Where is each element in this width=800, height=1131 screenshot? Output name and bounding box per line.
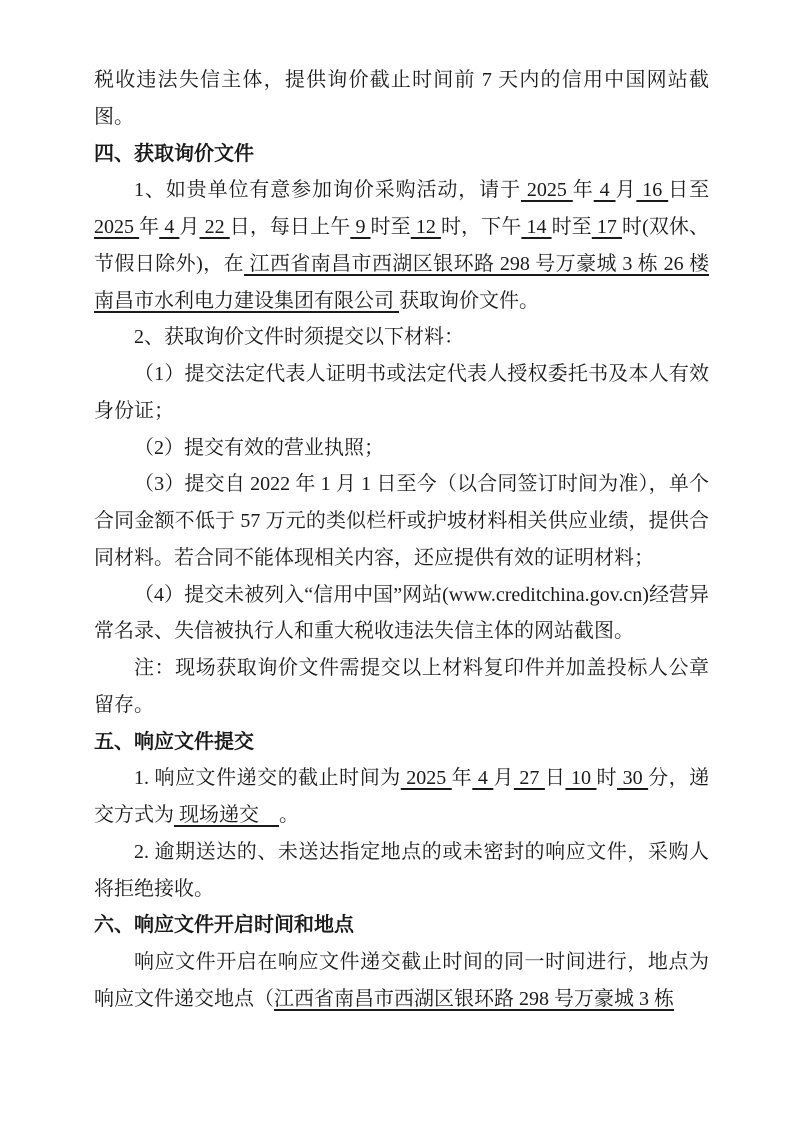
section-heading-4-obtain-inquiry-documents xyxy=(94,136,709,173)
section-heading-5-response-document-submission xyxy=(94,724,709,761)
text-run: 月 xyxy=(615,179,637,202)
text-run: 时，下午 xyxy=(440,216,522,238)
text-run: 五、响应文件提交 xyxy=(94,730,254,753)
underlined-text-run: 4 xyxy=(472,767,494,790)
paragraph-4-1-obtain-time-place xyxy=(94,172,709,319)
text-run: 六、响应文件开启时间和地点 xyxy=(94,914,354,937)
text-run: 。 xyxy=(279,804,299,826)
underlined-text-run: 12 xyxy=(410,216,441,238)
text-run: 日，每日上午 xyxy=(229,216,351,238)
text-run: （2）提交有效的营业执照； xyxy=(134,436,384,459)
underlined-text-run: 江西省南昌市西湖区银环路 298 号万豪城 3 栋 26 楼南昌市水利电力建设集团有限公司 xyxy=(94,252,709,312)
underlined-text-run: 2025 xyxy=(94,216,140,238)
text-run: 四、获取询价文件 xyxy=(94,142,254,165)
paragraph-4-note-copies-with-seal xyxy=(94,650,709,724)
section-heading-6-opening-time-place xyxy=(94,907,709,944)
underlined-text-run: 17 xyxy=(591,216,622,238)
paragraph-4-2-item-4-credit-china xyxy=(94,577,709,651)
text-run: 日至 xyxy=(668,179,710,202)
underlined-text-run: 10 xyxy=(565,767,597,790)
paragraph-5-2-rejection-conditions xyxy=(94,834,709,908)
underlined-text-run: 9 xyxy=(350,216,371,238)
text-run: 税收违法失信主体，提供询价截止时间前 7 天内的信用中国网站截图。 xyxy=(94,69,709,128)
text-run: 1. 响应文件递交的截止时间为 xyxy=(134,767,401,790)
text-run: 响应文件开启在响应文件递交截止时间的同一时间进行，地点为响应文件递交地点（ xyxy=(94,951,709,1010)
paragraph-5-1-submission-deadline xyxy=(94,760,709,834)
underlined-text-run: 27 xyxy=(513,767,545,790)
underlined-text-run: 16 xyxy=(636,179,669,202)
text-run: 月 xyxy=(179,216,200,238)
underlined-text-run: 现场递交 xyxy=(174,804,279,826)
text-run: 时至 xyxy=(370,216,411,238)
text-run: 月 xyxy=(493,767,514,790)
text-run: 年 xyxy=(139,216,160,238)
text-run: 分，递交方式为 xyxy=(94,767,710,826)
text-run: 时(双休、节假日除外)，在 xyxy=(94,216,710,275)
paragraph-6-opening-details xyxy=(94,944,709,1018)
underlined-text-run: 4 xyxy=(593,179,616,202)
text-run: （3）提交自 2022 年 1 月 1 日至今（以合同签订时间为准），单个合同金额不低于 57 万元的类似栏杆或护坡材料相关供应业绩，提供合同材料。若合同不能体现相关内容，还应提供有效的证明材料； xyxy=(94,473,709,569)
paragraph-4-2-required-materials xyxy=(94,319,709,356)
underlined-text-run: 30 xyxy=(617,767,649,790)
text-run: 注：现场获取询价文件需提交以上材料复印件并加盖投标人公章留存。 xyxy=(94,657,709,716)
text-run: 2. 逾期送达的、未送达指定地点的或未密封的响应文件，采购人将拒绝接收。 xyxy=(94,840,709,900)
paragraph-4-2-item-1-legal-representative xyxy=(94,356,709,430)
text-run: 获取询价文件。 xyxy=(399,289,539,312)
underlined-text-run: 2025 xyxy=(520,179,573,202)
underlined-text-run: 4 xyxy=(159,216,180,238)
text-run: 年 xyxy=(572,179,594,202)
document-body xyxy=(94,62,709,1018)
paragraph-4-2-item-3-contract-performance xyxy=(94,466,709,576)
text-run: （1）提交法定代表人证明书或法定代表人授权委托书及本人有效身份证； xyxy=(94,363,709,422)
text-run: 1、如贵单位有意参加询价采购活动，请于 xyxy=(134,179,521,202)
underlined-text-run: 22 xyxy=(199,216,230,238)
paragraph-4-2-item-2-business-license xyxy=(94,430,709,467)
underlined-text-run: 2025 xyxy=(400,767,452,790)
text-run: 时 xyxy=(596,767,618,790)
underlined-text-run: 14 xyxy=(521,216,552,238)
text-run: 2、获取询价文件时须提交以下材料： xyxy=(134,326,464,349)
text-run: （4）提交未被列入“信用中国”网站(www.creditchina.gov.cn)经营异常名录、失信被执行人和重大税收违法失信主体的网站截图。 xyxy=(94,583,709,643)
text-run: 年 xyxy=(451,767,473,790)
text-run: 日 xyxy=(544,767,566,790)
text-run: 时至 xyxy=(551,216,592,238)
underlined-text-run: 江西省南昌市西湖区银环路 298 号万豪城 3 栋 xyxy=(274,987,674,1010)
paragraph-continuation-credit-screenshot xyxy=(94,62,709,136)
